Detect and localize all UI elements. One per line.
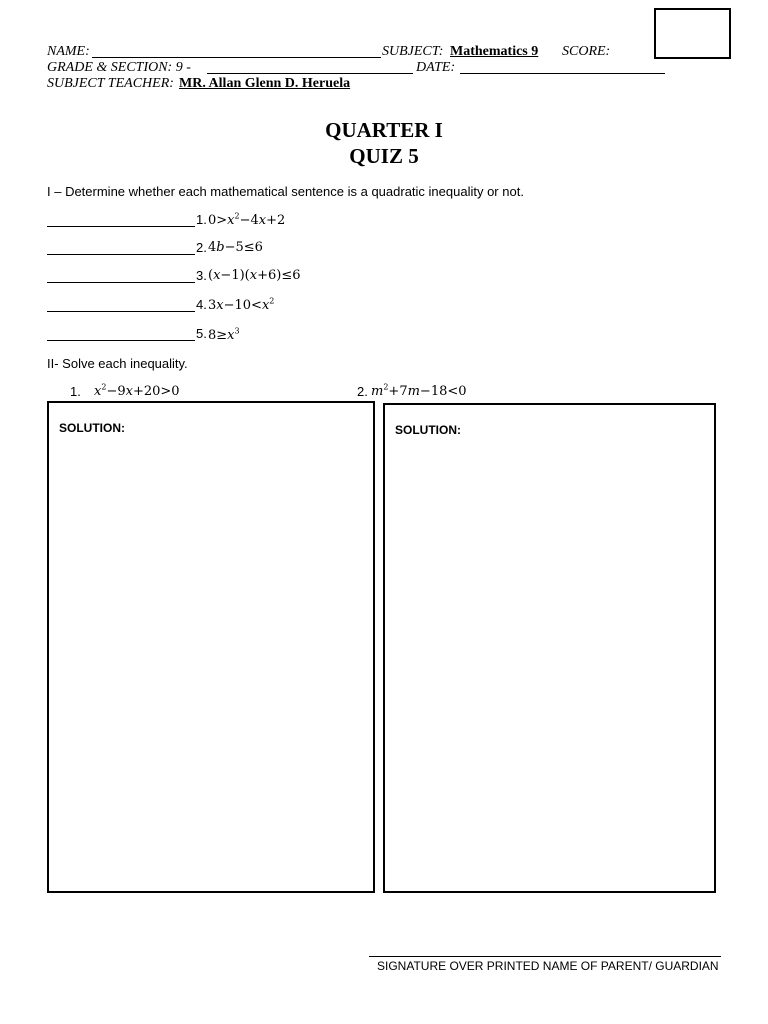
item-expression: $0>x^2-4x+2$ [208,211,286,228]
date-label: DATE: [416,60,456,75]
teacher-label: SUBJECT TEACHER: [47,76,174,91]
item-number: 3. [196,268,207,283]
answer-blank-1[interactable] [47,226,195,227]
teacher-value: MR. Allan Glenn D. Heruela [179,76,351,91]
item-number: 5. [196,326,207,341]
grade-section-field[interactable] [207,73,413,74]
item-expression: 4b−5≤6 [208,240,263,255]
score-label: SCORE: [562,44,611,59]
subject-value: Mathematics 9 [450,44,539,59]
signature-line[interactable] [369,956,721,957]
solution-box-2[interactable] [383,403,716,893]
signature-caption: SIGNATURE OVER PRINTED NAME OF PARENT/ GUARDIAN [377,959,719,973]
score-box[interactable] [654,8,731,59]
problem-expression: $m^2+7m-18<0$ [371,382,467,399]
problem-expression: $x^2-9x+20>0$ [94,382,180,399]
item-expression: (x−1)(x+6)≤6 [208,268,301,283]
date-field[interactable] [460,73,665,74]
solution-label: SOLUTION: [395,423,461,437]
grade-section-label: GRADE & SECTION: 9 - [47,60,191,75]
answer-blank-2[interactable] [47,254,195,255]
problem-number: 2. [357,384,368,399]
item-expression: $8\ge x^3$ [208,326,240,343]
part1-instruction: I – Determine whether each mathematical sentence is a quadratic inequality or not. [47,184,524,199]
name-field[interactable] [92,57,381,58]
name-label: NAME: [47,44,90,59]
item-number: 4. [196,297,207,312]
answer-blank-5[interactable] [47,340,195,341]
solution-box-1[interactable] [47,401,375,893]
answer-blank-3[interactable] [47,282,195,283]
problem-number: 1. [70,384,81,399]
item-number: 2. [196,240,207,255]
item-expression: $3x-10<x^2$ [208,296,275,313]
part2-instruction: II- Solve each inequality. [47,356,188,371]
quiz-title: QUIZ 5 [349,144,419,168]
quarter-title: QUARTER I [325,118,443,142]
item-number: 1. [196,212,207,227]
solution-label: SOLUTION: [59,421,125,435]
answer-blank-4[interactable] [47,311,195,312]
subject-label: SUBJECT: [382,44,444,59]
